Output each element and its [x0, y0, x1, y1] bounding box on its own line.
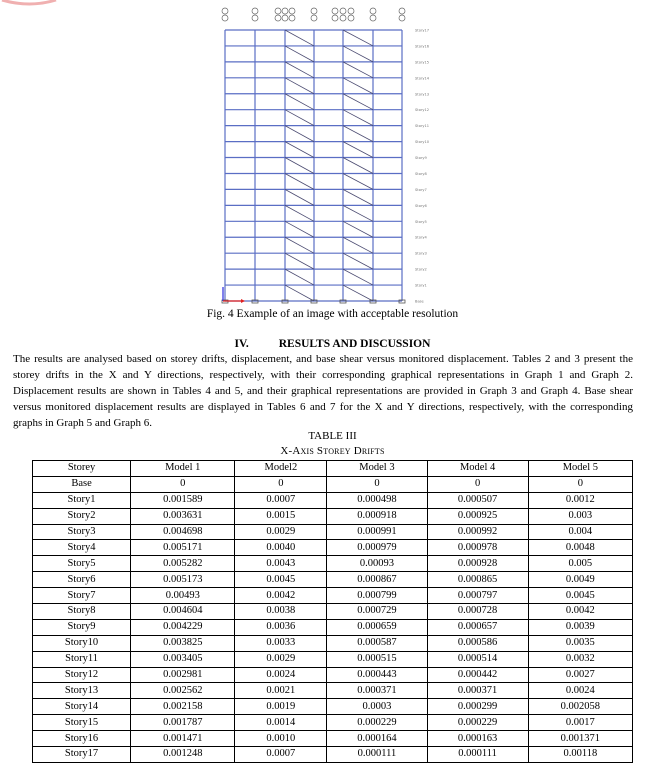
diagonal-brace — [285, 126, 314, 142]
grid-bubble — [399, 15, 405, 21]
drift-value-cell: 0.000515 — [327, 651, 427, 667]
diagonal-brace — [285, 253, 314, 269]
drift-value-cell: 0.000928 — [427, 556, 528, 572]
drift-value-cell: 0.0027 — [528, 667, 632, 683]
grid-bubble — [275, 15, 281, 21]
drift-value-cell: 0.0015 — [235, 508, 327, 524]
drift-value-cell: 0 — [235, 476, 327, 492]
drift-value-cell: 0.0032 — [528, 651, 632, 667]
diagonal-brace — [285, 30, 314, 46]
table-row — [33, 588, 633, 604]
drift-value-cell: 0.000443 — [327, 667, 427, 683]
drift-value-cell: 0.000799 — [327, 588, 427, 604]
drift-value-cell: 0.0017 — [528, 715, 632, 731]
drift-value-cell: 0.0007 — [235, 492, 327, 508]
grid-bubble — [252, 8, 258, 14]
drift-value-cell: 0.000111 — [327, 747, 427, 763]
grid-bubble — [289, 15, 295, 21]
drift-value-cell: 0.0012 — [528, 492, 632, 508]
diagonal-brace — [343, 62, 373, 78]
figure-caption: Fig. 4 Example of an image with acceptable resolution — [206, 308, 459, 320]
diagonal-brace — [285, 173, 314, 189]
drift-value-cell: 0.005173 — [131, 572, 235, 588]
drift-value-cell: 0.0039 — [528, 619, 632, 635]
diagonal-brace — [285, 78, 314, 94]
drift-value-cell: 0.0045 — [235, 572, 327, 588]
axis-x-arrowhead — [241, 299, 245, 303]
drift-value-cell: 0.003825 — [131, 635, 235, 651]
header-model-5: Model 5 — [528, 461, 632, 477]
drift-value-cell: 0.000979 — [327, 540, 427, 556]
drift-value-cell: 0.0036 — [235, 619, 327, 635]
drift-value-cell: 0.005282 — [131, 556, 235, 572]
story-level-label: Story5 — [415, 219, 427, 224]
drift-value-cell: 0.000164 — [327, 731, 427, 747]
diagonal-brace — [343, 205, 373, 221]
drift-value-cell: 0.001248 — [131, 747, 235, 763]
diagonal-brace — [343, 237, 373, 253]
drift-value-cell: 0.000918 — [327, 508, 427, 524]
storey-cell: Story15 — [33, 715, 131, 731]
drift-value-cell: 0.0045 — [528, 588, 632, 604]
drift-value-cell: 0 — [131, 476, 235, 492]
drift-value-cell: 0.001471 — [131, 731, 235, 747]
drift-value-cell: 0.000978 — [427, 540, 528, 556]
storey-cell: Base — [33, 476, 131, 492]
diagonal-brace — [285, 142, 314, 158]
drift-value-cell: 0.0010 — [235, 731, 327, 747]
grid-bubble — [275, 8, 281, 14]
table-row — [33, 476, 633, 492]
storey-cell: Story17 — [33, 747, 131, 763]
story-level-label: Story9 — [415, 156, 427, 161]
drift-value-cell: 0.003 — [528, 508, 632, 524]
drift-value-cell: 0.0024 — [528, 683, 632, 699]
drift-value-cell: 0.000586 — [427, 635, 528, 651]
table-row — [33, 747, 633, 763]
diagonal-brace — [343, 158, 373, 174]
table-row — [33, 572, 633, 588]
grid-bubble — [332, 8, 338, 14]
storey-cell: Story14 — [33, 699, 131, 715]
drift-value-cell: 0.000925 — [427, 508, 528, 524]
grid-bubble — [222, 15, 228, 21]
grid-bubble — [252, 15, 258, 21]
storey-cell: Story10 — [33, 635, 131, 651]
story-level-label: Base — [415, 299, 424, 304]
drift-value-cell: 0.000299 — [427, 699, 528, 715]
grid-bubble — [370, 15, 376, 21]
diagonal-brace — [285, 46, 314, 62]
section-title: RESULTS AND DISCUSSION — [278, 338, 431, 350]
drift-value-cell: 0.000587 — [327, 635, 427, 651]
table-title: X-Axis Storey Drifts — [280, 445, 385, 457]
story-level-label: Story14 — [415, 76, 430, 81]
drift-value-cell: 0.0038 — [235, 604, 327, 620]
drift-value-cell: 0.000111 — [427, 747, 528, 763]
drift-value-cell: 0.000371 — [327, 683, 427, 699]
diagonal-brace — [343, 126, 373, 142]
drift-value-cell: 0.002158 — [131, 699, 235, 715]
diagonal-brace — [285, 237, 314, 253]
results-paragraph: The results are analysed based on storey drifts, displacement, and base shear versus monitored displacement. Tables 2 and 3 present the storey drifts in the X and Y directions, respectively, with their corresponding graphical representations in Graph 1 and Graph 2. Displacement results are shown in Tables 4 and 5, and their graphical representations are provided in Graph 3 and Graph 4. Base shear versus monitored displacement results are displayed in Tables 6 and 7 for the X and Y directions, respectively, with the corresponding graphs in Graph 5 and Graph 6. — [13, 353, 633, 429]
storey-cell: Story2 — [33, 508, 131, 524]
storey-drift-table — [32, 460, 633, 763]
drift-value-cell: 0.000229 — [427, 715, 528, 731]
drift-value-cell: 0.00118 — [528, 747, 632, 763]
story-level-label: Story6 — [415, 203, 427, 208]
header-model-2: Model2 — [235, 461, 327, 477]
drift-value-cell: 0.0029 — [235, 651, 327, 667]
drift-value-cell: 0.004698 — [131, 524, 235, 540]
storey-cell: Story11 — [33, 651, 131, 667]
drift-value-cell: 0.000442 — [427, 667, 528, 683]
drift-value-cell: 0.005 — [528, 556, 632, 572]
story-level-label: Story7 — [415, 187, 427, 192]
grid-bubble — [311, 8, 317, 14]
story-level-label: Story13 — [415, 92, 430, 97]
grid-bubble — [340, 8, 346, 14]
table-row — [33, 540, 633, 556]
story-level-label: Story12 — [415, 108, 430, 113]
diagonal-brace — [343, 189, 373, 205]
table-row — [33, 699, 633, 715]
table-number: TABLE III — [308, 430, 357, 442]
table-header-row — [33, 461, 633, 477]
diagonal-brace — [285, 158, 314, 174]
page-corner-mark — [0, 0, 60, 6]
story-level-label: Story10 — [415, 140, 430, 145]
storey-cell: Story5 — [33, 556, 131, 572]
section-number: IV. — [234, 338, 249, 350]
diagonal-brace — [343, 285, 373, 301]
table-row — [33, 524, 633, 540]
drift-value-cell: 0.000514 — [427, 651, 528, 667]
story-level-label: Story8 — [415, 171, 427, 176]
diagonal-brace — [285, 221, 314, 237]
story-level-label: Story16 — [415, 44, 430, 49]
grid-bubble — [340, 15, 346, 21]
drift-value-cell: 0.001371 — [528, 731, 632, 747]
diagonal-brace — [285, 94, 314, 110]
storey-cell: Story3 — [33, 524, 131, 540]
story-level-label: Story1 — [415, 283, 427, 288]
diagonal-brace — [343, 30, 373, 46]
drift-value-cell: 0.000991 — [327, 524, 427, 540]
table-row — [33, 683, 633, 699]
story-level-label: Story11 — [415, 124, 430, 129]
table-row — [33, 715, 633, 731]
storey-cell: Story4 — [33, 540, 131, 556]
drift-value-cell: 0.0007 — [235, 747, 327, 763]
drift-value-cell: 0 — [327, 476, 427, 492]
story-level-label: Story4 — [415, 235, 427, 240]
drift-value-cell: 0.0014 — [235, 715, 327, 731]
diagonal-brace — [343, 221, 373, 237]
drift-value-cell: 0.002562 — [131, 683, 235, 699]
drift-value-cell: 0.0049 — [528, 572, 632, 588]
drift-value-cell: 0.005171 — [131, 540, 235, 556]
table-row — [33, 667, 633, 683]
diagonal-brace — [343, 46, 373, 62]
drift-value-cell: 0.0024 — [235, 667, 327, 683]
diagonal-brace — [343, 78, 373, 94]
table-row — [33, 651, 633, 667]
drift-value-cell: 0.00493 — [131, 588, 235, 604]
drift-value-cell: 0.004 — [528, 524, 632, 540]
diagonal-brace — [285, 62, 314, 78]
diagonal-brace — [343, 110, 373, 126]
drift-value-cell: 0.000659 — [327, 619, 427, 635]
diagonal-brace — [343, 173, 373, 189]
grid-bubble — [348, 15, 354, 21]
diagonal-brace — [285, 110, 314, 126]
story-level-label: Story17 — [415, 28, 430, 33]
diagonal-brace — [343, 142, 373, 158]
storey-cell: Story6 — [33, 572, 131, 588]
grid-bubble — [289, 8, 295, 14]
table-row — [33, 508, 633, 524]
grid-bubble — [282, 15, 288, 21]
drift-value-cell: 0.0021 — [235, 683, 327, 699]
drift-value-cell: 0.0003 — [327, 699, 427, 715]
building-frame-figure — [215, 5, 435, 308]
grid-bubble — [282, 8, 288, 14]
drift-value-cell: 0 — [427, 476, 528, 492]
drift-value-cell: 0.003405 — [131, 651, 235, 667]
grid-bubble — [332, 15, 338, 21]
table-caption-block — [0, 429, 665, 459]
drift-value-cell: 0.0040 — [235, 540, 327, 556]
drift-value-cell: 0.0033 — [235, 635, 327, 651]
drift-value-cell: 0.0042 — [528, 604, 632, 620]
drift-value-cell: 0.0043 — [235, 556, 327, 572]
drift-value-cell: 0.0035 — [528, 635, 632, 651]
diagonal-brace — [285, 189, 314, 205]
drift-value-cell: 0.000371 — [427, 683, 528, 699]
story-level-label: Story2 — [415, 267, 427, 272]
header-model-4: Model 4 — [427, 461, 528, 477]
grid-bubble — [348, 8, 354, 14]
diagonal-brace — [285, 285, 314, 301]
drift-value-cell: 0.000865 — [427, 572, 528, 588]
drift-value-cell: 0.000498 — [327, 492, 427, 508]
drift-value-cell: 0.003631 — [131, 508, 235, 524]
drift-value-cell: 0.000992 — [427, 524, 528, 540]
grid-bubble — [399, 8, 405, 14]
drift-value-cell: 0.001787 — [131, 715, 235, 731]
storey-cell: Story8 — [33, 604, 131, 620]
drift-value-cell: 0.000797 — [427, 588, 528, 604]
table-row — [33, 492, 633, 508]
header-storey: Storey — [33, 461, 131, 477]
drift-value-cell: 0.000507 — [427, 492, 528, 508]
drift-value-cell: 0.004229 — [131, 619, 235, 635]
table-row — [33, 635, 633, 651]
table-row — [33, 604, 633, 620]
story-level-label: Story15 — [415, 60, 430, 65]
diagonal-brace — [343, 269, 373, 285]
diagonal-brace — [285, 205, 314, 221]
storey-cell: Story13 — [33, 683, 131, 699]
drift-value-cell: 0.0029 — [235, 524, 327, 540]
diagonal-brace — [343, 253, 373, 269]
story-level-label: Story3 — [415, 251, 427, 256]
drift-value-cell: 0 — [528, 476, 632, 492]
drift-value-cell: 0.002981 — [131, 667, 235, 683]
storey-cell: Story1 — [33, 492, 131, 508]
drift-value-cell: 0.000867 — [327, 572, 427, 588]
table-row — [33, 731, 633, 747]
drift-value-cell: 0.000163 — [427, 731, 528, 747]
grid-bubble — [311, 15, 317, 21]
storey-cell: Story16 — [33, 731, 131, 747]
drift-value-cell: 0.0019 — [235, 699, 327, 715]
header-model-1: Model 1 — [131, 461, 235, 477]
drift-value-cell: 0.00093 — [327, 556, 427, 572]
grid-bubble — [222, 8, 228, 14]
drift-value-cell: 0.000657 — [427, 619, 528, 635]
drift-value-cell: 0.000728 — [427, 604, 528, 620]
drift-value-cell: 0.002058 — [528, 699, 632, 715]
table-row — [33, 556, 633, 572]
storey-cell: Story12 — [33, 667, 131, 683]
drift-value-cell: 0.0048 — [528, 540, 632, 556]
storey-cell: Story9 — [33, 619, 131, 635]
section-heading — [0, 338, 665, 350]
table-row — [33, 619, 633, 635]
drift-value-cell: 0.004604 — [131, 604, 235, 620]
drift-value-cell: 0.001589 — [131, 492, 235, 508]
drift-value-cell: 0.000729 — [327, 604, 427, 620]
drift-value-cell: 0.0042 — [235, 588, 327, 604]
diagonal-brace — [285, 269, 314, 285]
diagonal-brace — [343, 94, 373, 110]
grid-bubble — [370, 8, 376, 14]
storey-cell: Story7 — [33, 588, 131, 604]
header-model-3: Model 3 — [327, 461, 427, 477]
drift-value-cell: 0.000229 — [327, 715, 427, 731]
